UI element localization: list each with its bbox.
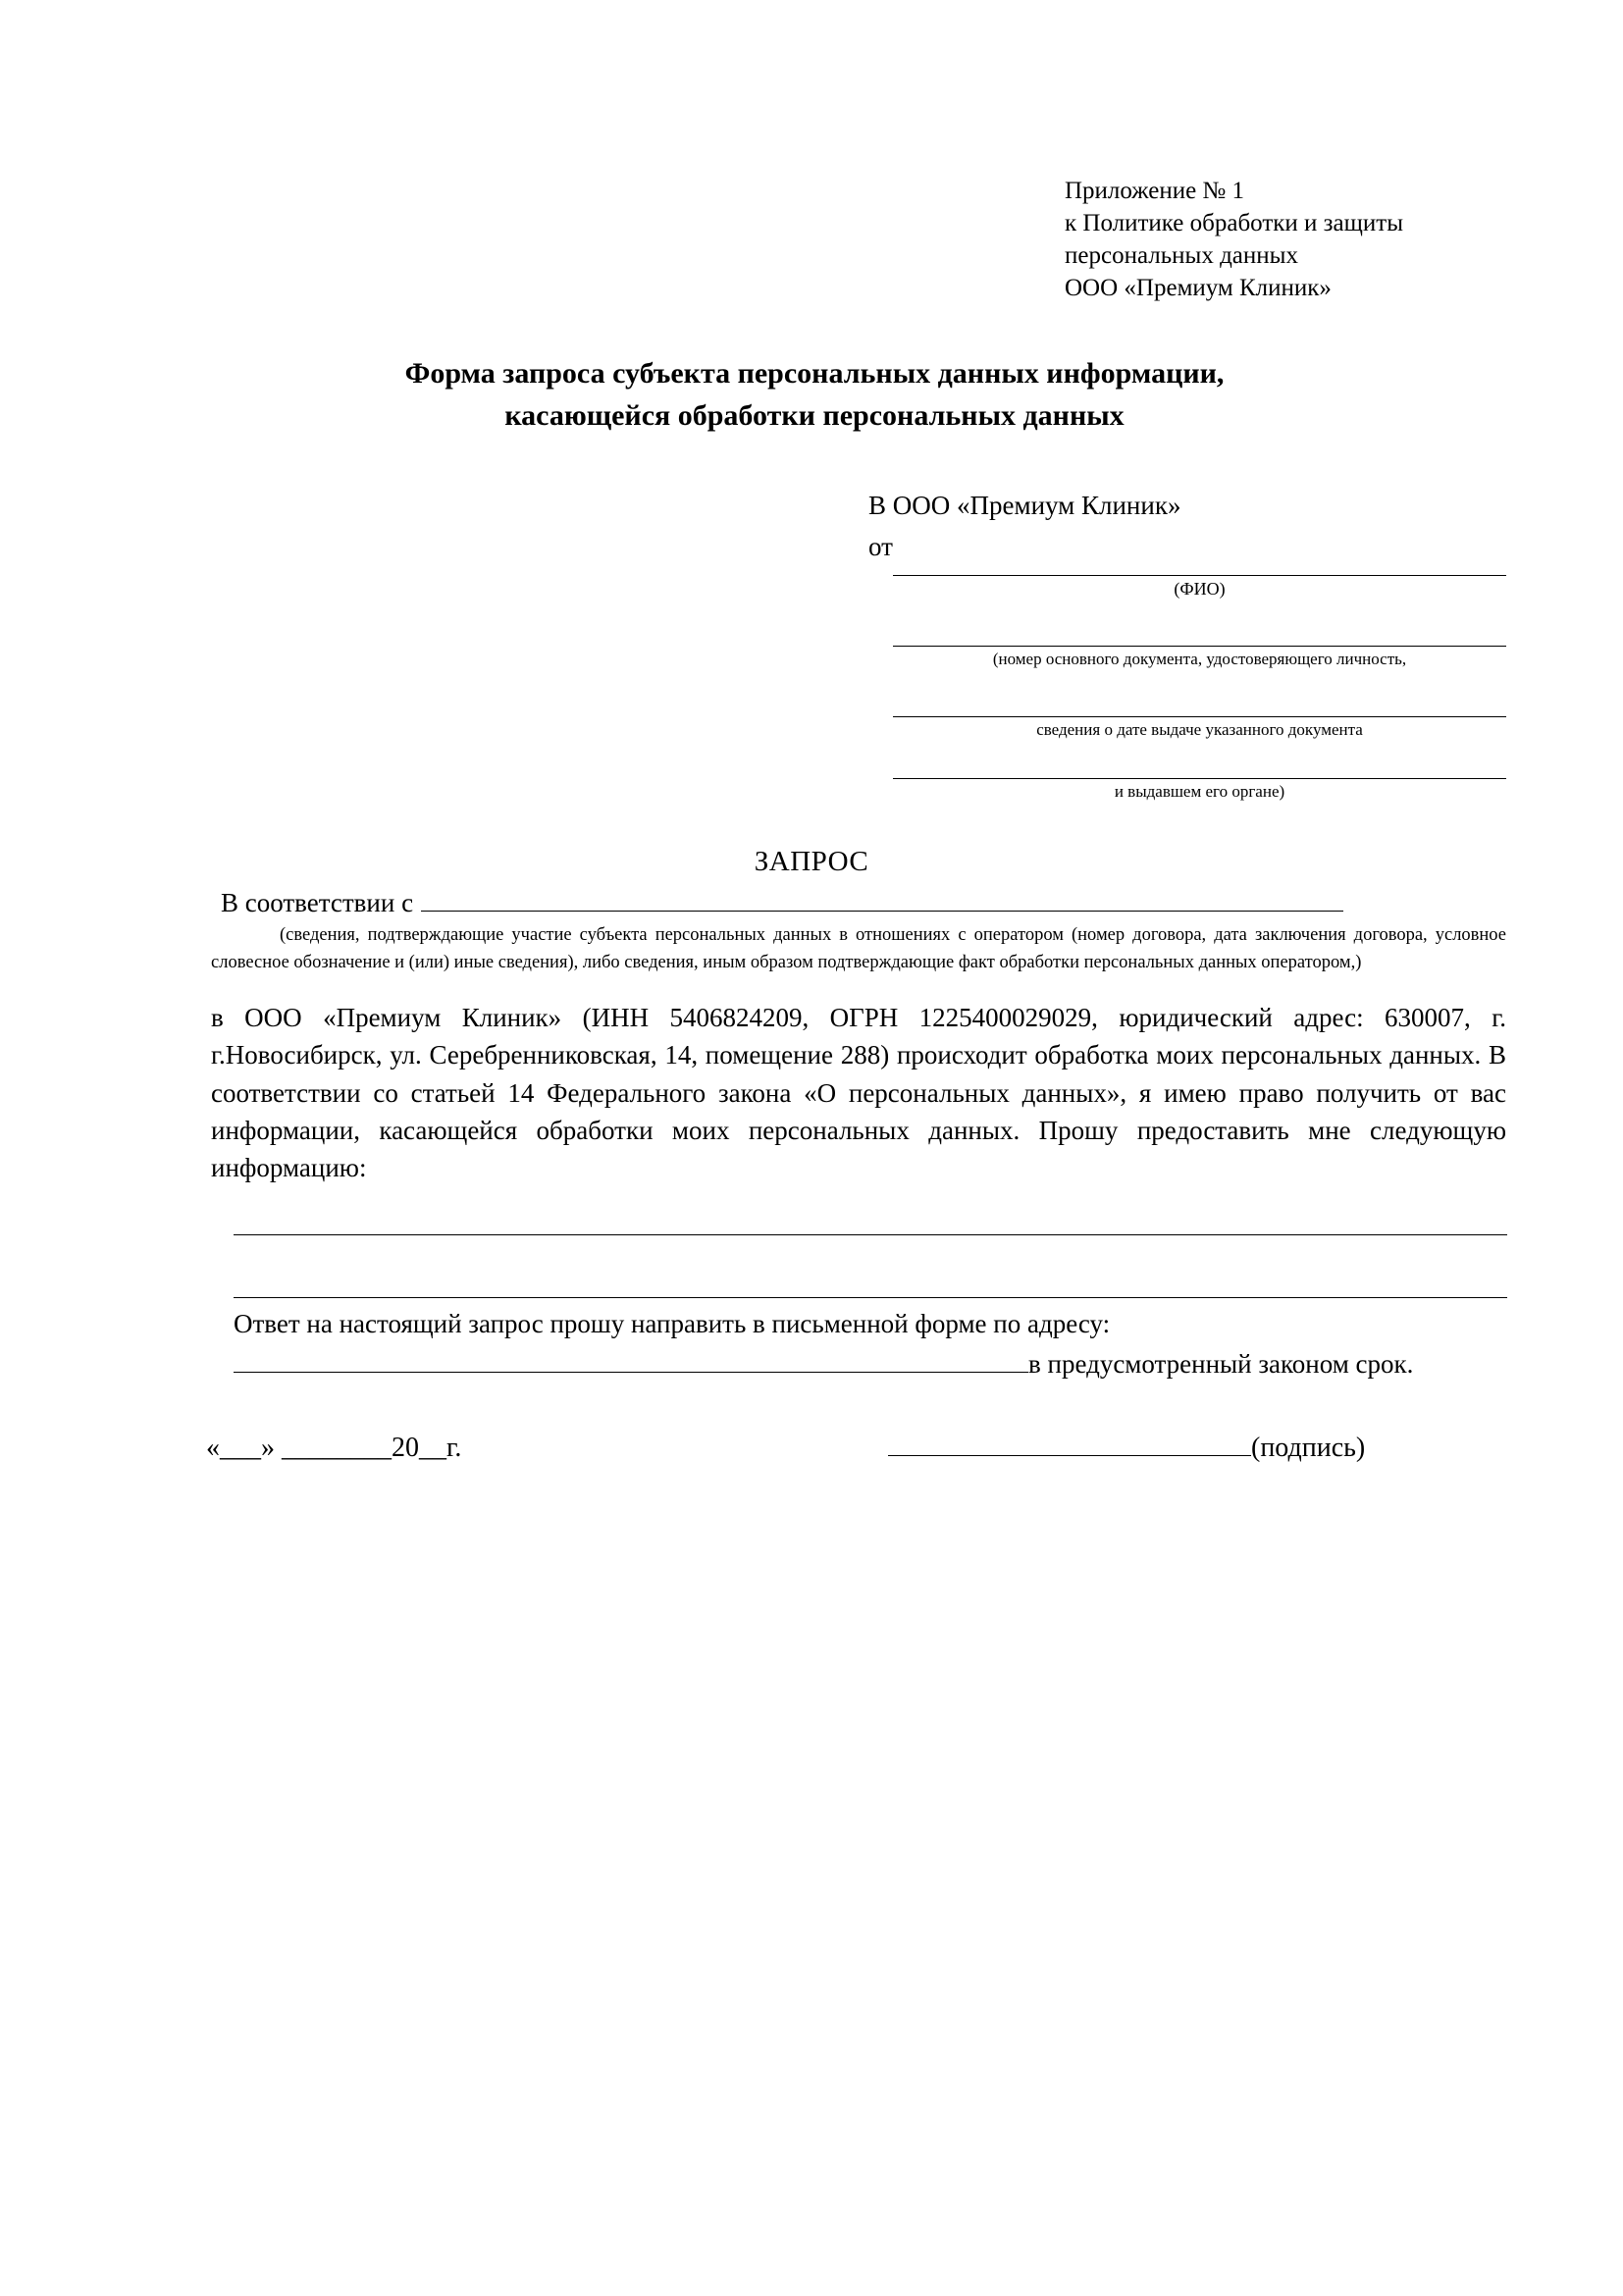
field-document-number-caption: (номер основного документа, удостоверяющего личность, xyxy=(992,650,1407,668)
field-document-number-rule[interactable] xyxy=(893,616,1506,647)
header-line-2: к Политике обработки и защиты xyxy=(1065,210,1404,236)
main-paragraph: в ООО «Премиум Клиник» (ИНН 5406824209, ОГРН 1225400029029, юридический адрес: 630007, г. г.Новосибирск, ул. Серебренниковская, 14, помещение 288) происходит обработка моих персональных данных. В соответствии со статьей 14 Федерального закона «О персональных данных», я имею право получить от вас информации, касающейся обработки моих персональных данных. Прошу предоставить мне следующую информацию: xyxy=(211,1003,1506,1183)
answer-address-row xyxy=(234,1349,1509,1380)
answer-tail-text: в предусмотренный законом срок. xyxy=(1028,1349,1414,1379)
field-document-date-caption: сведения о дате выдаче указанного документа xyxy=(1036,720,1363,739)
in-accordance-input-rule[interactable] xyxy=(421,889,1343,912)
field-document-date-rule[interactable] xyxy=(893,687,1506,717)
field-fio-caption: (ФИО) xyxy=(1174,579,1226,599)
request-heading: ЗАПРОС xyxy=(754,846,869,877)
field-fio[interactable] xyxy=(893,546,1506,600)
page-title-line-2: касающейся обработки персональных данных xyxy=(504,398,1125,432)
answer-blank-line-1[interactable] xyxy=(234,1234,1507,1235)
page-title xyxy=(177,353,1452,437)
field-fio-rule[interactable] xyxy=(893,546,1506,576)
date-field[interactable]: «___» ________20__г. xyxy=(206,1433,462,1463)
field-document-issuer[interactable] xyxy=(893,749,1506,803)
addressee-organization: В ООО «Премиум Клиник» xyxy=(868,491,1181,520)
signature-caption: (подпись) xyxy=(1251,1433,1366,1463)
page-title-line-1: Форма запроса субъекта персональных данных информации, xyxy=(404,357,1225,390)
from-label: от xyxy=(868,532,893,561)
answer-paragraph: Ответ на настоящий запрос прошу направить в письменной форме по адресу: xyxy=(234,1309,1111,1338)
answer-address-input-rule[interactable] xyxy=(234,1350,1028,1373)
signature-input-rule[interactable] xyxy=(888,1435,1251,1456)
document-header xyxy=(1065,175,1575,304)
in-accordance-note-text: (сведения, подтверждающие участие субъекта персональных данных в отношениях с оператором (номер договора, дата заключения договора, условное словесное обозначение и (или) иные сведения), либо сведения, иным образом подтверждающие факт обработки персональных данных оператором,) xyxy=(211,925,1506,972)
in-accordance-label: В соответствии с xyxy=(221,888,414,917)
field-document-issuer-rule[interactable] xyxy=(893,749,1506,779)
signature-field xyxy=(888,1433,1365,1464)
header-line-3: персональных данных xyxy=(1065,242,1298,269)
header-line-4: ООО «Премиум Клиник» xyxy=(1065,275,1332,301)
in-accordance-row xyxy=(221,888,1343,918)
field-document-date[interactable] xyxy=(893,687,1506,741)
header-line-1: Приложение № 1 xyxy=(1065,178,1245,204)
in-accordance-note xyxy=(211,922,1506,977)
field-document-number[interactable] xyxy=(893,616,1506,670)
field-document-issuer-caption: и выдавшем его органе) xyxy=(1114,782,1285,801)
answer-blank-line-2[interactable] xyxy=(234,1297,1507,1298)
